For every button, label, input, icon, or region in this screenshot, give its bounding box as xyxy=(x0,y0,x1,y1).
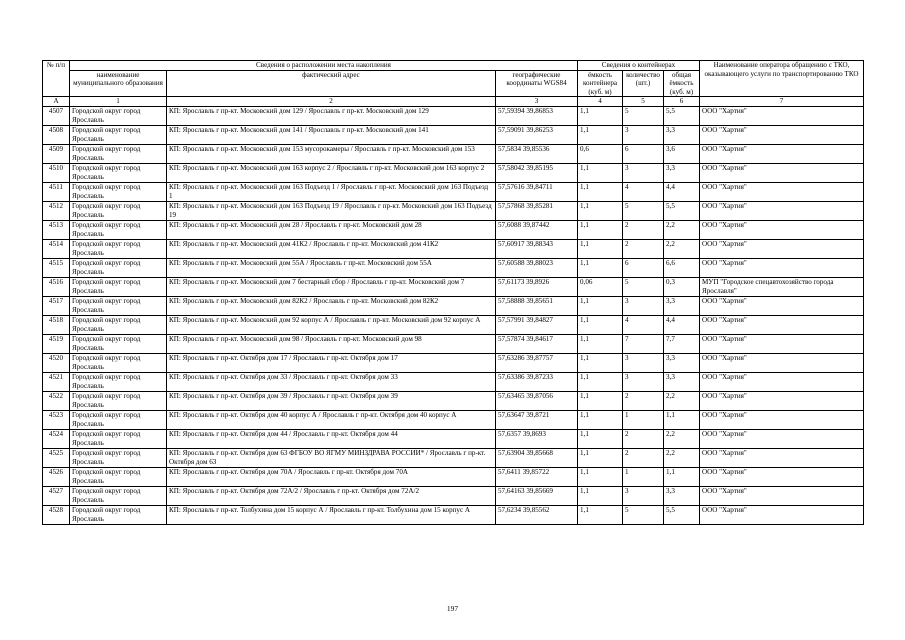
municipality-cell: Городской округ город Ярославль xyxy=(70,315,167,334)
total-volume-cell: 2,2 xyxy=(664,239,700,258)
row-number-cell: 4524 xyxy=(43,429,70,448)
container-count-cell: 6 xyxy=(623,144,664,163)
container-volume-cell: 1,1 xyxy=(578,220,623,239)
table-row xyxy=(43,239,864,258)
row-number-cell: 4515 xyxy=(43,258,70,277)
coordinates-cell: 57,6357 39,8693 xyxy=(496,429,578,448)
container-volume-cell: 1,1 xyxy=(578,505,623,524)
coordinates-cell: 57,59394 39,86853 xyxy=(496,106,578,125)
total-volume-cell: 3,3 xyxy=(664,353,700,372)
operator-cell: ООО "Хартия" xyxy=(700,334,864,353)
coordinates-cell: 57,64163 39,85669 xyxy=(496,486,578,505)
operator-cell: ООО "Хартия" xyxy=(700,125,864,144)
container-count-cell: 3 xyxy=(623,353,664,372)
table-row xyxy=(43,448,864,467)
header-address: фактический адрес xyxy=(167,70,496,97)
table-row xyxy=(43,201,864,220)
operator-cell: ООО "Хартия" xyxy=(700,220,864,239)
container-count-cell: 5 xyxy=(623,277,664,296)
address-cell: КП: Ярославль г пр-кт. Московский дом 55А / Ярославль г пр-кт. Московский дом 55А xyxy=(167,258,496,277)
municipality-cell: Городской округ город Ярославль xyxy=(70,144,167,163)
container-volume-cell: 1,1 xyxy=(578,448,623,467)
container-count-cell: 3 xyxy=(623,125,664,144)
municipality-cell: Городской округ город Ярославль xyxy=(70,258,167,277)
container-count-cell: 3 xyxy=(623,486,664,505)
total-volume-cell: 7,7 xyxy=(664,334,700,353)
municipality-cell: Городской округ город Ярославль xyxy=(70,239,167,258)
coordinates-cell: 57,61173 39,8926 xyxy=(496,277,578,296)
total-volume-cell: 3,6 xyxy=(664,144,700,163)
container-volume-cell: 1,1 xyxy=(578,201,623,220)
address-cell: КП: Ярославль г пр-кт. Московский дом 98 / Ярославль г пр-кт. Московский дом 98 xyxy=(167,334,496,353)
address-cell: КП: Ярославль г пр-кт. Октября дом 17 / Ярославль г пр-кт. Октября дом 17 xyxy=(167,353,496,372)
row-number-cell: 4525 xyxy=(43,448,70,467)
table-row xyxy=(43,429,864,448)
coordinates-cell: 57,6411 39,85722 xyxy=(496,467,578,486)
total-volume-cell: 4,4 xyxy=(664,182,700,201)
container-volume-cell: 1,1 xyxy=(578,125,623,144)
operator-cell: ООО "Хартия" xyxy=(700,201,864,220)
row-number-cell: 4519 xyxy=(43,334,70,353)
operator-cell: ООО "Хартия" xyxy=(700,144,864,163)
address-cell: КП: Ярославль г пр-кт. Московский дом 41К2 / Ярославль г пр-кт. Московский дом 41К2 xyxy=(167,239,496,258)
column-number: 7 xyxy=(700,97,864,107)
coordinates-cell: 57,59091 39,86253 xyxy=(496,125,578,144)
coordinates-cell: 57,57991 39,84827 xyxy=(496,315,578,334)
operator-cell: ООО "Хартия" xyxy=(700,448,864,467)
container-count-cell: 5 xyxy=(623,505,664,524)
container-volume-cell: 1,1 xyxy=(578,163,623,182)
table-row xyxy=(43,296,864,315)
municipality-cell: Городской округ город Ярославль xyxy=(70,296,167,315)
operator-cell: ООО "Хартия" xyxy=(700,505,864,524)
row-number-cell: 4512 xyxy=(43,201,70,220)
coordinates-cell: 57,60917 39,88343 xyxy=(496,239,578,258)
municipality-cell: Городской округ город Ярославль xyxy=(70,448,167,467)
container-count-cell: 2 xyxy=(623,220,664,239)
container-count-cell: 3 xyxy=(623,163,664,182)
total-volume-cell: 2,2 xyxy=(664,391,700,410)
container-count-cell: 5 xyxy=(623,201,664,220)
row-number-cell: 4518 xyxy=(43,315,70,334)
municipality-cell: Городской округ город Ярославль xyxy=(70,220,167,239)
total-volume-cell: 4,4 xyxy=(664,315,700,334)
row-number-cell: 4509 xyxy=(43,144,70,163)
address-cell: КП: Ярославль г пр-кт. Октября дом 44 / Ярославль г пр-кт. Октября дом 44 xyxy=(167,429,496,448)
column-number: А xyxy=(43,97,70,107)
page-number: 197 xyxy=(446,604,459,613)
total-volume-cell: 2,2 xyxy=(664,429,700,448)
container-count-cell: 4 xyxy=(623,182,664,201)
column-number: 6 xyxy=(664,97,700,107)
container-count-cell: 2 xyxy=(623,391,664,410)
row-number-cell: 4521 xyxy=(43,372,70,391)
table-body xyxy=(43,106,864,524)
total-volume-cell: 1,1 xyxy=(664,410,700,429)
operator-cell: ООО "Хартия" xyxy=(700,296,864,315)
municipality-cell: Городской округ город Ярославль xyxy=(70,182,167,201)
row-number-cell: 4527 xyxy=(43,486,70,505)
address-cell: КП: Ярославль г пр-кт. Московский дом 28 / Ярославль г пр-кт. Московский дом 28 xyxy=(167,220,496,239)
total-volume-cell: 5,5 xyxy=(664,201,700,220)
table-row xyxy=(43,315,864,334)
coordinates-cell: 57,6088 39,87442 xyxy=(496,220,578,239)
coordinates-cell: 57,63386 39,87233 xyxy=(496,372,578,391)
row-number-cell: 4513 xyxy=(43,220,70,239)
municipality-cell: Городской округ город Ярославль xyxy=(70,201,167,220)
row-number-cell: 4526 xyxy=(43,467,70,486)
operator-cell: ООО "Хартия" xyxy=(700,467,864,486)
container-volume-cell: 1,1 xyxy=(578,353,623,372)
table-row xyxy=(43,505,864,524)
header-container-count: количество (шт.) xyxy=(623,70,664,97)
row-number-cell: 4516 xyxy=(43,277,70,296)
operator-cell: ООО "Хартия" xyxy=(700,353,864,372)
municipality-cell: Городской округ город Ярославль xyxy=(70,467,167,486)
row-number-cell: 4508 xyxy=(43,125,70,144)
table-row xyxy=(43,125,864,144)
header-coordinates: географические координаты WGS84 xyxy=(496,70,578,97)
operator-cell: ООО "Хартия" xyxy=(700,239,864,258)
row-number-cell: 4517 xyxy=(43,296,70,315)
table-row xyxy=(43,182,864,201)
total-volume-cell: 5,5 xyxy=(664,505,700,524)
table-row xyxy=(43,106,864,125)
header-operator: Наименование оператора обращению с ТКО, оказывающего услуги по транспортированию ТКО xyxy=(700,61,864,97)
municipality-cell: Городской округ город Ярославль xyxy=(70,429,167,448)
container-volume-cell: 1,1 xyxy=(578,315,623,334)
container-volume-cell: 1,1 xyxy=(578,410,623,429)
municipality-cell: Городской округ город Ярославль xyxy=(70,505,167,524)
address-cell: КП: Ярославль г пр-кт. Московский дом 163 Подъезд 19 / Ярославль г пр-кт. Московский дом 163 Подъезд 19 xyxy=(167,201,496,220)
table-row xyxy=(43,353,864,372)
total-volume-cell: 3,3 xyxy=(664,125,700,144)
coordinates-cell: 57,57616 39,84711 xyxy=(496,182,578,201)
table-row xyxy=(43,372,864,391)
address-cell: КП: Ярославль г пр-кт. Октября дом 72А/2 / Ярославль г пр-кт. Октября дом 72А/2 xyxy=(167,486,496,505)
coordinates-cell: 57,5834 39,85536 xyxy=(496,144,578,163)
container-count-cell: 7 xyxy=(623,334,664,353)
coordinates-cell: 57,63904 39,85668 xyxy=(496,448,578,467)
total-volume-cell: 1,1 xyxy=(664,467,700,486)
total-volume-cell: 3,3 xyxy=(664,372,700,391)
total-volume-cell: 3,3 xyxy=(664,486,700,505)
header-row-1 xyxy=(43,61,864,71)
header-number: № п/п xyxy=(43,61,70,97)
coordinates-cell: 57,6234 39,85562 xyxy=(496,505,578,524)
coordinates-cell: 57,57874 39,84617 xyxy=(496,334,578,353)
coordinates-cell: 57,57868 39,85281 xyxy=(496,201,578,220)
table-row xyxy=(43,144,864,163)
table-row xyxy=(43,467,864,486)
header-containers-group: Сведения о контейнерах xyxy=(578,61,700,71)
column-number: 5 xyxy=(623,97,664,107)
container-volume-cell: 1,1 xyxy=(578,182,623,201)
container-volume-cell: 1,1 xyxy=(578,334,623,353)
coordinates-cell: 57,58042 39,85195 xyxy=(496,163,578,182)
table-row xyxy=(43,258,864,277)
address-cell: КП: Ярославль г пр-кт. Толбухина дом 15 корпус А / Ярославль г пр-кт. Толбухина дом 15 корпус А xyxy=(167,505,496,524)
operator-cell: ООО "Хартия" xyxy=(700,315,864,334)
municipality-cell: Городской округ город Ярославль xyxy=(70,163,167,182)
column-number-row xyxy=(43,97,864,107)
table-row xyxy=(43,334,864,353)
row-number-cell: 4511 xyxy=(43,182,70,201)
table-row xyxy=(43,163,864,182)
address-cell: КП: Ярославль г пр-кт. Октября дом 39 / Ярославль г пр-кт. Октября дом 39 xyxy=(167,391,496,410)
row-number-cell: 4528 xyxy=(43,505,70,524)
container-volume-cell: 1,1 xyxy=(578,391,623,410)
container-count-cell: 3 xyxy=(623,372,664,391)
address-cell: КП: Ярославль г пр-кт. Московский дом 163 корпус 2 / Ярославль г пр-кт. Московский дом 163 корпус 2 xyxy=(167,163,496,182)
operator-cell: ООО "Хартия" xyxy=(700,258,864,277)
registry-table-container xyxy=(42,60,863,525)
container-volume-cell: 1,1 xyxy=(578,258,623,277)
operator-cell: ООО "Хартия" xyxy=(700,163,864,182)
column-number: 1 xyxy=(70,97,167,107)
container-volume-cell: 1,1 xyxy=(578,106,623,125)
operator-cell: ООО "Хартия" xyxy=(700,106,864,125)
container-volume-cell: 1,1 xyxy=(578,429,623,448)
column-number: 4 xyxy=(578,97,623,107)
container-count-cell: 5 xyxy=(623,106,664,125)
container-volume-cell: 1,1 xyxy=(578,467,623,486)
operator-cell: ООО "Хартия" xyxy=(700,391,864,410)
coordinates-cell: 57,63286 39,87757 xyxy=(496,353,578,372)
total-volume-cell: 0,3 xyxy=(664,277,700,296)
coordinates-cell: 57,58888 39,85651 xyxy=(496,296,578,315)
total-volume-cell: 3,3 xyxy=(664,163,700,182)
row-number-cell: 4514 xyxy=(43,239,70,258)
municipality-cell: Городской округ город Ярославль xyxy=(70,353,167,372)
row-number-cell: 4523 xyxy=(43,410,70,429)
container-volume-cell: 1,1 xyxy=(578,372,623,391)
municipality-cell: Городской округ город Ярославль xyxy=(70,277,167,296)
address-cell: КП: Ярославль г пр-кт. Московский дом 82К2 / Ярославль г пр-кт. Московский дом 82К2 xyxy=(167,296,496,315)
total-volume-cell: 5,5 xyxy=(664,106,700,125)
header-total-volume: общая ёмкость (куб. м) xyxy=(664,70,700,97)
column-number: 3 xyxy=(496,97,578,107)
total-volume-cell: 3,3 xyxy=(664,296,700,315)
operator-cell: МУП "Городское спецавтохозяйство города Ярославля" xyxy=(700,277,864,296)
address-cell: КП: Ярославль г пр-кт. Октября дом 63 ФГБОУ ВО ЯГМУ МИНЗДРАВА РОССИИ* / Ярославль г пр-кт. Октября дом 63 xyxy=(167,448,496,467)
address-cell: КП: Ярославль г пр-кт. Октября дом 33 / Ярославль г пр-кт. Октября дом 33 xyxy=(167,372,496,391)
container-volume-cell: 1,1 xyxy=(578,486,623,505)
table-row xyxy=(43,410,864,429)
container-count-cell: 2 xyxy=(623,429,664,448)
row-number-cell: 4507 xyxy=(43,106,70,125)
operator-cell: ООО "Хартия" xyxy=(700,372,864,391)
total-volume-cell: 2,2 xyxy=(664,448,700,467)
address-cell: КП: Ярославль г пр-кт. Московский дом 163 Подъезд 1 / Ярославль г пр-кт. Московский дом 163 Подъезд 1 xyxy=(167,182,496,201)
container-count-cell: 2 xyxy=(623,448,664,467)
municipality-cell: Городской округ город Ярославль xyxy=(70,125,167,144)
container-count-cell: 1 xyxy=(623,467,664,486)
municipality-cell: Городской округ город Ярославль xyxy=(70,486,167,505)
header-container-volume: ёмкость контейнера (куб. м) xyxy=(578,70,623,97)
container-count-cell: 3 xyxy=(623,296,664,315)
container-count-cell: 4 xyxy=(623,315,664,334)
coordinates-cell: 57,63647 39,8721 xyxy=(496,410,578,429)
total-volume-cell: 2,2 xyxy=(664,220,700,239)
municipality-cell: Городской округ город Ярославль xyxy=(70,372,167,391)
column-number: 2 xyxy=(167,97,496,107)
total-volume-cell: 6,6 xyxy=(664,258,700,277)
table-row xyxy=(43,486,864,505)
operator-cell: ООО "Хартия" xyxy=(700,429,864,448)
container-count-cell: 6 xyxy=(623,258,664,277)
registry-table xyxy=(42,60,864,525)
address-cell: КП: Ярославль г пр-кт. Октября дом 40 корпус А / Ярославль г пр-кт. Октября дом 40 корпус А xyxy=(167,410,496,429)
address-cell: КП: Ярославль г пр-кт. Октября дом 70А / Ярославль г пр-кт. Октября дом 70А xyxy=(167,467,496,486)
operator-cell: ООО "Хартия" xyxy=(700,182,864,201)
header-location-group: Сведения о расположении места накопления xyxy=(70,61,578,71)
municipality-cell: Городской округ город Ярославль xyxy=(70,410,167,429)
municipality-cell: Городской округ город Ярославль xyxy=(70,391,167,410)
address-cell: КП: Ярославль г пр-кт. Московский дом 153 мусорокамеры / Ярославль г пр-кт. Московский дом 153 xyxy=(167,144,496,163)
row-number-cell: 4510 xyxy=(43,163,70,182)
container-count-cell: 2 xyxy=(623,239,664,258)
row-number-cell: 4522 xyxy=(43,391,70,410)
container-volume-cell: 1,1 xyxy=(578,296,623,315)
table-row xyxy=(43,277,864,296)
address-cell: КП: Ярославль г пр-кт. Московский дом 92 корпус А / Ярославль г пр-кт. Московский дом 92 корпус А xyxy=(167,315,496,334)
municipality-cell: Городской округ город Ярославль xyxy=(70,334,167,353)
address-cell: КП: Ярославль г пр-кт. Московский дом 141 / Ярославль г пр-кт. Московский дом 141 xyxy=(167,125,496,144)
table-row xyxy=(43,391,864,410)
address-cell: КП: Ярославль г пр-кт. Московский дом 7 бестарный сбор / Ярославль г пр-кт. Московский дом 7 xyxy=(167,277,496,296)
container-volume-cell: 0,6 xyxy=(578,144,623,163)
row-number-cell: 4520 xyxy=(43,353,70,372)
container-count-cell: 1 xyxy=(623,410,664,429)
municipality-cell: Городской округ город Ярославль xyxy=(70,106,167,125)
container-volume-cell: 0,06 xyxy=(578,277,623,296)
coordinates-cell: 57,63465 39,87056 xyxy=(496,391,578,410)
table-row xyxy=(43,220,864,239)
header-municipality: наименование муниципального образования xyxy=(70,70,167,97)
coordinates-cell: 57,60588 39,88023 xyxy=(496,258,578,277)
operator-cell: ООО "Хартия" xyxy=(700,486,864,505)
address-cell: КП: Ярославль г пр-кт. Московский дом 129 / Ярославль г пр-кт. Московский дом 129 xyxy=(167,106,496,125)
operator-cell: ООО "Хартия" xyxy=(700,410,864,429)
container-volume-cell: 1,1 xyxy=(578,239,623,258)
